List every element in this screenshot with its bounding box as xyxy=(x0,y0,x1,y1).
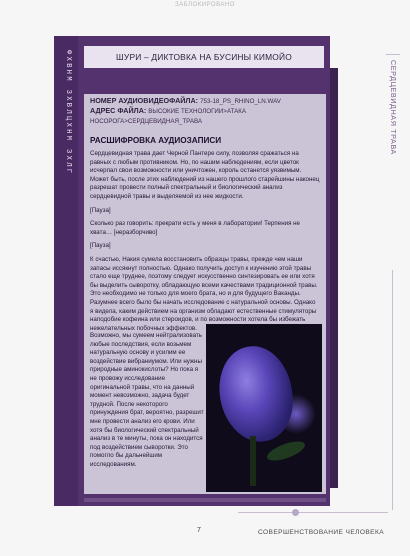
top-bar xyxy=(0,0,410,14)
title-bar xyxy=(84,46,324,68)
paragraph: К счастью, Накия сумела восстановить образцы травы, прежде чем наши запасы иссякнут полностью. Однако получить доступ к изучению этой травы стало еще труднее, поэтому следует искусственно синтезировать ее или хотя бы выделить сыворотку, обладающую всеми качествами традиционной травы. Это необходимо не только для моего брата, но и для будущего Ваканды. Разумнее всего было бы начать исследование с натуральной основы. Однако я видела, каким действием на организм обладают естественные стимуляторы наподобие кофеина или стероидов, и по возможности хотела бы избежать нежелательных побочных эффектов. xyxy=(90,255,318,332)
frame-accent xyxy=(330,68,338,488)
footer-caption: СОВЕРШЕНСТВОВАНИЕ ЧЕЛОВЕКА xyxy=(258,529,385,536)
top-caption: ЗАБЛОКИРОВАНО xyxy=(175,2,235,8)
paragraph: Сколько раз говорить: прекрати есть у меня в лаборатории! Терпения не хватa… [неразборчиво] xyxy=(90,220,300,236)
transcript-body xyxy=(90,150,320,338)
paragraph: [Пауза] xyxy=(90,242,111,250)
page-number: 7 xyxy=(197,527,201,534)
page-title: ШУРИ – ДИКТОВКА НА БУСИНЫ КИМОЙО xyxy=(116,52,292,62)
paragraph: [Пауза] xyxy=(90,206,111,214)
left-vertical-text: ФХВНМ ЗХВЛЦХНМ ЗХЛГ xyxy=(64,50,72,176)
flower-leaf xyxy=(265,438,307,465)
bottom-line xyxy=(238,512,388,513)
left-column-text: Возможно, мы сумеем нейтрализовать любые последствия, если возьмем натуральную основу и усилим ее воздействие вибраниумом. Или нужны природные аминокислоты? Но пока я не провожу исследование оригинальной травы, что на данный момент невозможно, задача будет трудной. После некоторого принуждения брат, вероятно, разрешит мне провести анализ его крови. Или хотя бы биологический спектральный анализ в те минуты, пока он находится под воздействием сыворотки. Это помогло бы дальнейшим исследованиям. xyxy=(90,332,204,468)
paragraph: Сердцевидная трава дает Черной Пантере силу, позволяя сражаться на равных с любым противником. Но, по нашим наблюдениям, если цветок исчерпал свои возможности или уничтожен, король останется уязвимым. Может быть, после этих наблюдений из нашего прошлого старейшины наконец разрешат провести полный спектральный и биологический анализ сердцевидной травы и выделяемой из нее жидкости. xyxy=(90,150,320,200)
right-divider xyxy=(392,270,393,510)
audio-value: 753-18_PS_RHINO_LN.WAV xyxy=(200,98,281,105)
audio-label: НОМЕР АУДИОВИДЕОФАЙЛА: xyxy=(90,96,199,105)
file-label: АДРЕС ФАЙЛА: xyxy=(90,106,147,116)
right-section-label: СЕРДЦЕВИДНАЯ ТРАВА xyxy=(389,60,398,155)
file-meta xyxy=(90,96,320,127)
section-title: РАСШИФРОВКА АУДИОЗАПИСИ xyxy=(90,136,222,145)
slider-dot xyxy=(292,509,299,516)
right-tick xyxy=(386,54,400,55)
flower-stem xyxy=(250,436,256,486)
bottom-strip xyxy=(84,498,326,502)
file-value: ВЫСОКИЕ ТЕХНОЛОГИИ>АТАКА НОСОРОГА>СЕРДЦЕВИДНАЯ_ТРАВА xyxy=(90,108,246,126)
heart-shaped-herb-photo xyxy=(206,324,322,492)
